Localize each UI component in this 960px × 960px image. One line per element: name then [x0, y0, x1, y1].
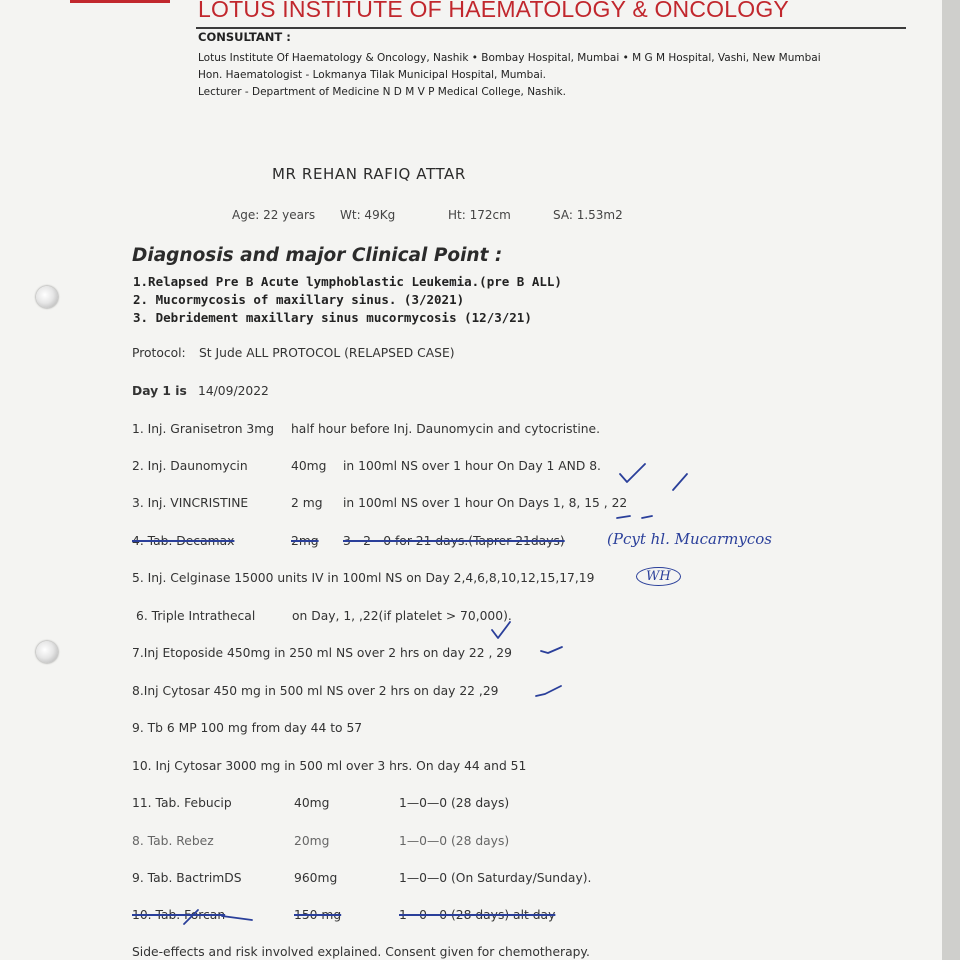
protocol-label: Protocol:: [132, 346, 186, 360]
handwritten-decamax-note: (Pcyt hl. Mucarmycos: [607, 530, 772, 548]
med-11-name: 11. Tab. Febucip: [132, 796, 232, 810]
med-9-name: 9. Tb 6 MP 100 mg from day 44 to 57: [132, 721, 363, 735]
med-5-name: 5. Inj. Celginase 15000 units IV in 100ml NS on Day 2,4,6,8,10,12,15,17,19: [132, 571, 595, 585]
med-6-name: 6. Triple Intrathecal: [136, 609, 256, 623]
consultant-label: CONSULTANT :: [198, 30, 291, 44]
tick-mark-icon: [615, 460, 705, 500]
med-1-name: 1. Inj. Granisetron 3mg: [132, 422, 275, 436]
consultant-line-3: Lecturer - Department of Medicine N D M V P Medical College, Nashik.: [198, 86, 566, 98]
handwritten-celginase-note: WH: [636, 567, 681, 586]
tick-mark-icon: [612, 510, 662, 526]
med-11-detail: 1—0—0 (28 days): [399, 796, 510, 810]
tick-mark-icon: [533, 682, 565, 702]
med-2-detail: in 100ml NS over 1 hour On Day 1 AND 8.: [343, 459, 601, 473]
med-4-name: 4. Tab. Decamax: [132, 534, 235, 548]
med-4-detail: 3—2—0 for 21 days.(Taprer 21days): [343, 534, 565, 548]
diagnosis-item-1: 1.Relapsed Pre B Acute lymphoblastic Leukemia.(pre B ALL): [133, 274, 562, 289]
punch-hole: [36, 641, 58, 663]
med-14-detail: 1—0—0 (28 days) alt day: [399, 908, 556, 922]
consultant-line-2: Hon. Haematologist - Lokmanya Tilak Municipal Hospital, Mumbai.: [198, 69, 547, 81]
consultant-line-1: Lotus Institute Of Haematology & Oncology, Nashik • Bombay Hospital, Mumbai • M G M Hospital, Vashi, New Mumbai: [198, 52, 821, 64]
med-14-dose: 150 mg: [294, 908, 342, 922]
protocol-value: St Jude ALL PROTOCOL (RELAPSED CASE): [199, 346, 455, 360]
med-13-dose: 960mg: [294, 871, 338, 885]
med-2-dose: 40mg: [291, 459, 327, 473]
med-12-name: 8. Tab. Rebez: [132, 834, 214, 848]
med-3-detail: in 100ml NS over 1 hour On Days 1, 8, 15 , 22: [343, 496, 628, 510]
med-8-name: 8.Inj Cytosar 450 mg in 500 ml NS over 2 hrs on day 22 ,29: [132, 684, 499, 698]
punch-hole: [36, 286, 58, 308]
institute-title: LOTUS INSTITUTE OF HAEMATOLOGY & ONCOLOGY: [198, 0, 789, 22]
patient-name: MR REHAN RAFIQ ATTAR: [272, 165, 466, 183]
med-1-detail: half hour before Inj. Daunomycin and cytocristine.: [291, 422, 601, 436]
diagnosis-heading: Diagnosis and major Clinical Point :: [132, 245, 503, 266]
med-14-name: 10. Tab. Forcan: [132, 908, 226, 922]
diagnosis-item-3: 3. Debridement maxillary sinus mucormycosis (12/3/21): [133, 310, 532, 325]
day1-date: 14/09/2022: [198, 384, 269, 398]
header-rule: [196, 27, 906, 29]
med-3-dose: 2 mg: [291, 496, 323, 510]
tick-mark-icon: [488, 620, 518, 642]
med-3-name: 3. Inj. VINCRISTINE: [132, 496, 249, 510]
med-13-detail: 1—0—0 (On Saturday/Sunday).: [399, 871, 592, 885]
strike-stroke-icon: [140, 906, 270, 928]
footer-consent: Side-effects and risk involved explained. Consent given for chemotherapy.: [132, 945, 590, 959]
med-10-name: 10. Inj Cytosar 3000 mg in 500 ml over 3 hrs. On day 44 and 51: [132, 759, 527, 773]
patient-age: Age: 22 years: [232, 208, 316, 222]
med-12-detail: 1—0—0 (28 days): [399, 834, 510, 848]
diagnosis-item-2: 2. Mucormycosis of maxillary sinus. (3/2021): [133, 292, 465, 307]
tick-mark-icon: [538, 643, 568, 659]
red-mark: [70, 0, 170, 3]
day1-label: Day 1 is: [132, 384, 187, 398]
patient-weight: Wt: 49Kg: [340, 208, 396, 222]
med-7-name: 7.Inj Etoposide 450mg in 250 ml NS over 2 hrs on day 22 , 29: [132, 646, 512, 660]
patient-height: Ht: 172cm: [448, 208, 511, 222]
med-2-name: 2. Inj. Daunomycin: [132, 459, 248, 473]
patient-sa: SA: 1.53m2: [553, 208, 623, 222]
med-4-dose: 2mg: [291, 534, 319, 548]
med-11-dose: 40mg: [294, 796, 330, 810]
med-12-dose: 20mg: [294, 834, 330, 848]
med-13-name: 9. Tab. BactrimDS: [132, 871, 242, 885]
med-6-detail: on Day, 1, ,22(if platelet > 70,000).: [292, 609, 512, 623]
paper-edge: [942, 0, 960, 960]
